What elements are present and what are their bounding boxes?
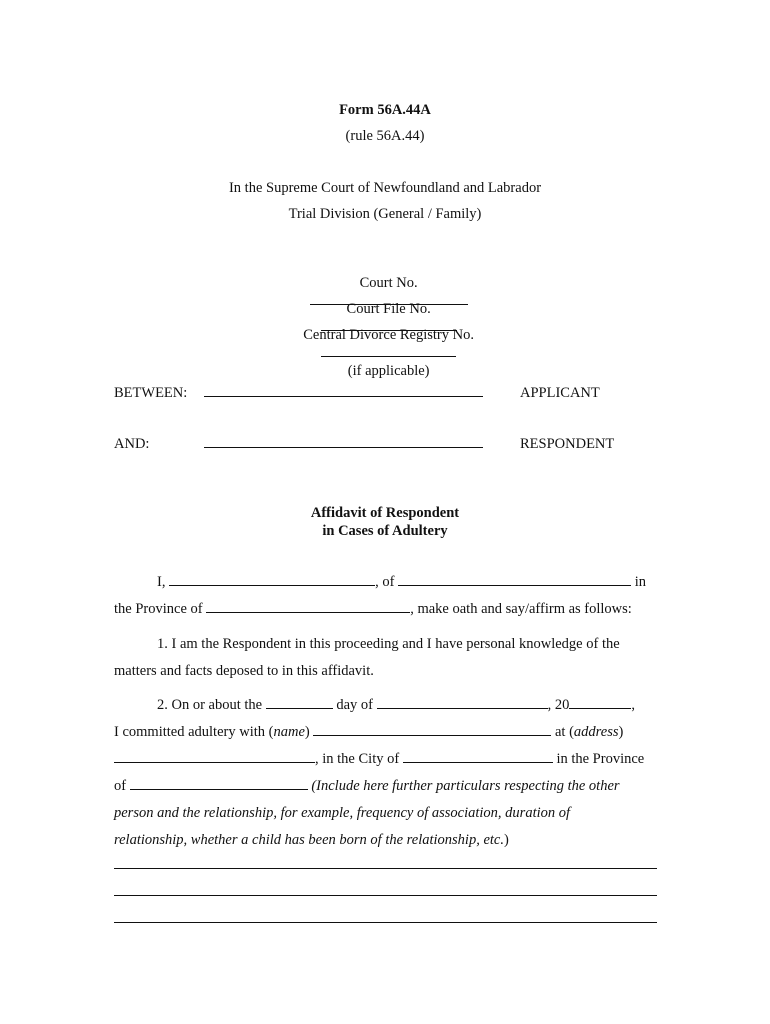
particulars-blank-line-1[interactable] [114,868,657,869]
between-label: BETWEEN: [114,385,188,401]
para2-day-of: day of [336,697,373,713]
para2-of: of [114,778,127,794]
registry-no-line [0,308,770,380]
court-file-no-label: Court File No. [346,301,431,317]
para2-in-province: in the Province [556,751,645,767]
para1-line1: 1. I am the Respondent in this proceeding and I have personal knowledge of the [157,636,620,652]
respondent-name-field[interactable] [204,435,483,448]
para2-name-close: ) [304,724,310,740]
court-division: Trial Division (General / Family) [288,206,482,222]
affidavit-title-line2: in Cases of Adultery [322,523,448,539]
para2-line2 [114,723,623,741]
particulars-blank-line-3[interactable] [114,922,657,923]
para2-comma: , [631,697,635,713]
para2-line1 [157,696,635,714]
para2-line4 [114,777,620,795]
respondent-name-line [204,435,483,453]
deponent-province-field[interactable] [206,600,410,613]
deponent-name-field[interactable] [169,573,375,586]
registry-no-label: Central Divorce Registry No. [303,327,474,343]
intro-line1 [157,573,646,591]
registry-no-field[interactable] [321,344,456,357]
month-field[interactable] [377,696,548,709]
particulars-blank-line-2[interactable] [114,895,657,896]
co-respondent-name-field[interactable] [313,723,551,736]
form-number: Form 56A.44A [339,102,431,118]
para1-line2: matters and facts deposed to in this affidavit. [114,663,374,679]
court-no-label: Court No. [359,275,418,291]
para2-in-city: , in the City of [315,751,400,767]
court-name: In the Supreme Court of Newfoundland and Labrador [228,180,542,196]
deponent-location-field[interactable] [398,573,631,586]
para2-line3 [114,750,644,768]
rule-reference: (rule 56A.44) [345,128,425,144]
and-label: AND: [114,436,150,452]
particulars-line1: (Include here further particulars respecting the other [311,778,620,794]
particulars-close: ) [503,832,509,848]
intro-province-of: the Province of [114,601,203,617]
para2-at: at ( [554,724,574,740]
intro-line2 [114,600,632,618]
intro-i: I, [157,574,166,590]
intro-make-oath: , make oath and say/affirm as follows: [410,601,632,617]
particulars-line3-wrap [114,831,509,849]
particulars-line2: person and the relationship, for example, frequency of association, duration of [114,805,571,821]
city-field[interactable] [403,750,553,763]
para2-name-hint: name [273,724,305,740]
para2-address-close: ) [618,724,624,740]
intro-of: , of [375,574,395,590]
applicant-name-field[interactable] [204,384,483,397]
day-field[interactable] [266,696,333,709]
province-field[interactable] [130,777,308,790]
intro-in: in [634,574,646,590]
registry-note: (if applicable) [347,363,430,379]
affidavit-title-line1: Affidavit of Respondent [310,505,460,521]
applicant-label: APPLICANT [520,385,600,401]
para2-committed: I committed adultery with ( [114,724,274,740]
para2-address-hint: address [573,724,619,740]
respondent-label: RESPONDENT [520,436,615,452]
para2-on-or-about: 2. On or about the [157,697,263,713]
particulars-line3: relationship, whether a child has been born of the relationship, etc. [114,832,504,848]
para2-year-prefix: , 20 [547,697,570,713]
applicant-name-line [204,384,483,402]
year-field[interactable] [569,696,631,709]
address-field[interactable] [114,750,315,763]
